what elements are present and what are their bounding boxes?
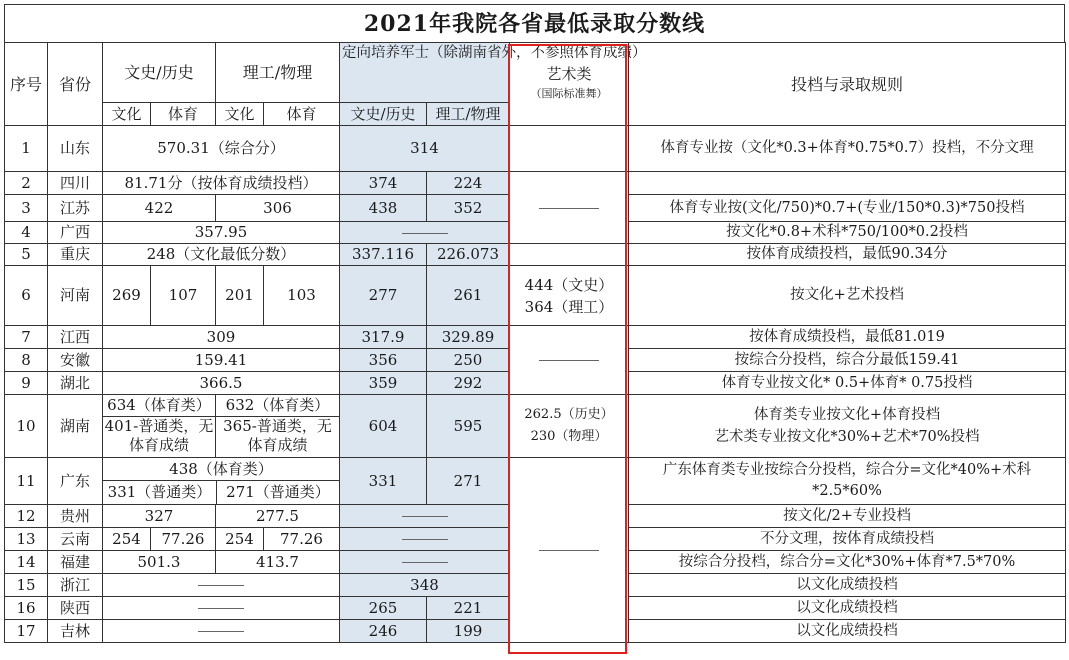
row-lg-tiyu: 77.26	[264, 528, 340, 551]
row-directed-lg: 226.073	[427, 244, 510, 266]
row-art-line: 444（文史）	[524, 275, 614, 294]
row-score: 366.5	[103, 372, 340, 395]
row-rule: 不分文理，按体育成绩投档	[629, 528, 1066, 551]
row-ws-top: 634（体育类）	[103, 395, 215, 417]
row-score: 159.41	[103, 349, 340, 372]
row-rule	[629, 172, 1066, 195]
row-directed-lg: 199	[427, 620, 510, 643]
row-lg-split	[216, 395, 340, 458]
row-score: 81.71分（按体育成绩投档）	[103, 172, 340, 195]
row-directed-lg: 292	[427, 372, 510, 395]
row-art-dash	[510, 326, 629, 395]
row-directed-ws: 356	[340, 349, 427, 372]
row-province: 云南	[48, 528, 103, 551]
row-ws: 422	[103, 195, 216, 222]
row-score: 309	[103, 326, 340, 349]
header-wenshi: 文史/历史	[103, 43, 216, 103]
row-directed-lg: 250	[427, 349, 510, 372]
header-ws-wenhua: 文化	[103, 103, 151, 126]
page-title: 2021年我院各省最低录取分数线	[4, 4, 1065, 42]
header-directed-ws: 文史/历史	[340, 103, 427, 126]
row-directed-lg: 261	[427, 266, 510, 326]
row-lg: 277.5	[216, 505, 340, 528]
row-art-line: 364（理工）	[524, 297, 614, 316]
row-directed-ws: 438	[340, 195, 427, 222]
row-lg-wenhua: 201	[216, 266, 264, 326]
row-ws-wenhua: 254	[103, 528, 151, 551]
row-directed-lg: 271	[427, 458, 510, 505]
table-row	[5, 244, 1066, 266]
dash-mark	[198, 631, 244, 632]
header-seq: 序号	[5, 43, 48, 126]
row-lg-bottom: 271（普通类）	[226, 483, 330, 501]
row-art-line: 262.5（历史）	[524, 407, 614, 422]
row-province: 吉林	[48, 620, 103, 643]
header-art-sub: （国际标准舞）	[530, 87, 608, 100]
dash-mark	[402, 516, 448, 517]
row-seq: 2	[5, 172, 48, 195]
row-rule: 以文化成绩投档	[629, 574, 1066, 597]
row-score: 248（文化最低分数）	[103, 244, 340, 266]
row-rule	[629, 395, 1066, 458]
table-row	[5, 172, 1066, 195]
row-directed: 314	[340, 126, 510, 172]
row-province: 重庆	[48, 244, 103, 266]
dash-mark	[198, 585, 244, 586]
row-seq: 7	[5, 326, 48, 349]
row-seq: 1	[5, 126, 48, 172]
row-rule-line: 体育类专业按文化+体育投档	[753, 407, 941, 423]
row-seq: 17	[5, 620, 48, 643]
row-rule: 以文化成绩投档	[629, 597, 1066, 620]
row-rule: 按文化*0.8+术科*750/100*0.2投档	[629, 222, 1066, 244]
row-lg-bottom: 365-普通类，无体育成绩	[223, 417, 332, 454]
row-seq: 8	[5, 349, 48, 372]
row-rule: 按体育成绩投档，最低81.019	[629, 326, 1066, 349]
row-score-split	[103, 458, 340, 505]
row-directed-ws: 604	[340, 395, 427, 458]
row-province: 广东	[48, 458, 103, 505]
table-row	[5, 266, 1066, 326]
row-seq: 4	[5, 222, 48, 244]
row-seq: 12	[5, 505, 48, 528]
row-province: 安徽	[48, 349, 103, 372]
row-score-dash	[103, 574, 340, 597]
row-rule: 体育专业按（文化*0.3+体育*0.75*0.7）投档，不分文理	[629, 126, 1066, 172]
row-seq: 13	[5, 528, 48, 551]
row-province: 江西	[48, 326, 103, 349]
row-art	[510, 266, 629, 326]
row-directed-dash	[340, 528, 510, 551]
row-art-dash	[510, 172, 629, 244]
row-lg-top: 632（体育类）	[216, 395, 339, 417]
dash-mark	[539, 208, 599, 209]
header-directed-text: 定向培养军士（除湖南省外，不参照体育成绩）	[342, 45, 647, 61]
row-lg-wenhua: 254	[216, 528, 264, 551]
dash-mark	[402, 562, 448, 563]
header-lg-tiyu: 体育	[264, 103, 340, 126]
row-seq: 9	[5, 372, 48, 395]
dash-mark	[402, 539, 448, 540]
table-row	[5, 326, 1066, 349]
row-art-line: 230（物理）	[530, 429, 608, 444]
row-directed-lg: 595	[427, 395, 510, 458]
row-directed-ws: 337.116	[340, 244, 427, 266]
row-score-bottom	[103, 481, 339, 504]
dash-mark	[539, 550, 599, 551]
row-ws: 501.3	[103, 551, 216, 574]
table-row	[5, 395, 1066, 458]
row-seq: 11	[5, 458, 48, 505]
row-province: 广西	[48, 222, 103, 244]
header-art-label: 艺术类	[546, 65, 592, 83]
row-province: 四川	[48, 172, 103, 195]
row-score-dash	[103, 597, 340, 620]
header-ligong: 理工/物理	[216, 43, 340, 103]
row-rule: 按综合分投档，综合分最低159.41	[629, 349, 1066, 372]
row-ws-bottom: 331（普通类）	[103, 481, 217, 504]
row-ws-tiyu: 107	[151, 266, 216, 326]
row-score: 357.95	[103, 222, 340, 244]
row-directed: 348	[340, 574, 510, 597]
row-directed-dash	[340, 222, 510, 244]
row-directed-dash	[340, 551, 510, 574]
row-rule: 按文化/2+专业投档	[629, 505, 1066, 528]
row-art-empty	[510, 244, 629, 266]
row-province: 河南	[48, 266, 103, 326]
row-seq: 6	[5, 266, 48, 326]
row-art-empty	[510, 126, 629, 172]
dash-mark	[402, 233, 448, 234]
header-province: 省份	[48, 43, 103, 126]
row-directed-lg: 329.89	[427, 326, 510, 349]
header-lg-wenhua: 文化	[216, 103, 264, 126]
admission-score-table	[4, 42, 1066, 643]
row-province: 贵州	[48, 505, 103, 528]
row-art	[510, 395, 629, 458]
header-row-1	[5, 43, 1066, 103]
row-directed-ws: 265	[340, 597, 427, 620]
row-seq: 14	[5, 551, 48, 574]
row-score-top: 438（体育类）	[103, 458, 339, 481]
row-seq: 5	[5, 244, 48, 266]
row-rule: 按文化+艺术投档	[629, 266, 1066, 326]
row-province: 江苏	[48, 195, 103, 222]
row-rule: 以文化成绩投档	[629, 620, 1066, 643]
dash-mark	[198, 608, 244, 609]
row-rule: 广东体育类专业按综合分投档，综合分=文化*40%+术科*2.5*60%	[629, 458, 1066, 505]
row-score-dash	[103, 620, 340, 643]
header-rules: 投档与录取规则	[629, 43, 1066, 126]
row-ws-wenhua: 269	[103, 266, 151, 326]
row-seq: 10	[5, 395, 48, 458]
row-lg: 306	[216, 195, 340, 222]
row-rule: 体育专业按文化* 0.5+体育* 0.75投档	[629, 372, 1066, 395]
row-score: 570.31（综合分）	[103, 126, 340, 172]
row-directed-lg: 224	[427, 172, 510, 195]
row-directed-lg: 221	[427, 597, 510, 620]
header-ws-tiyu: 体育	[151, 103, 216, 126]
row-province: 湖南	[48, 395, 103, 458]
row-art-dash	[510, 458, 629, 643]
row-directed-ws: 317.9	[340, 326, 427, 349]
row-ws: 327	[103, 505, 216, 528]
header-directed-lg: 理工/物理	[427, 103, 510, 126]
row-directed-lg: 352	[427, 195, 510, 222]
table-row	[5, 458, 1066, 505]
row-seq: 16	[5, 597, 48, 620]
row-rule: 按综合分投档，综合分=文化*30%+体育*7.5*70%	[629, 551, 1066, 574]
row-province: 福建	[48, 551, 103, 574]
row-province: 山东	[48, 126, 103, 172]
row-seq: 15	[5, 574, 48, 597]
row-directed-ws: 277	[340, 266, 427, 326]
row-directed-ws: 359	[340, 372, 427, 395]
row-directed-ws: 246	[340, 620, 427, 643]
row-rule: 体育专业按(文化/750)*0.7+(专业/150*0.3)*750投档	[629, 195, 1066, 222]
row-rule: 按体育成绩投档，最低90.34分	[629, 244, 1066, 266]
row-seq: 3	[5, 195, 48, 222]
row-province: 湖北	[48, 372, 103, 395]
row-ws-bottom: 401-普通类，无体育成绩	[104, 417, 214, 454]
row-province: 浙江	[48, 574, 103, 597]
row-province: 陕西	[48, 597, 103, 620]
table-row	[5, 126, 1066, 172]
row-ws-split	[103, 395, 216, 458]
row-lg-tiyu: 103	[264, 266, 340, 326]
row-rule-line: 艺术类专业按文化*30%+艺术*70%投档	[714, 429, 980, 445]
row-directed-ws: 331	[340, 458, 427, 505]
row-lg: 413.7	[216, 551, 340, 574]
row-ws-tiyu: 77.26	[151, 528, 216, 551]
row-directed-ws: 374	[340, 172, 427, 195]
row-directed-dash	[340, 505, 510, 528]
dash-mark	[539, 360, 599, 361]
